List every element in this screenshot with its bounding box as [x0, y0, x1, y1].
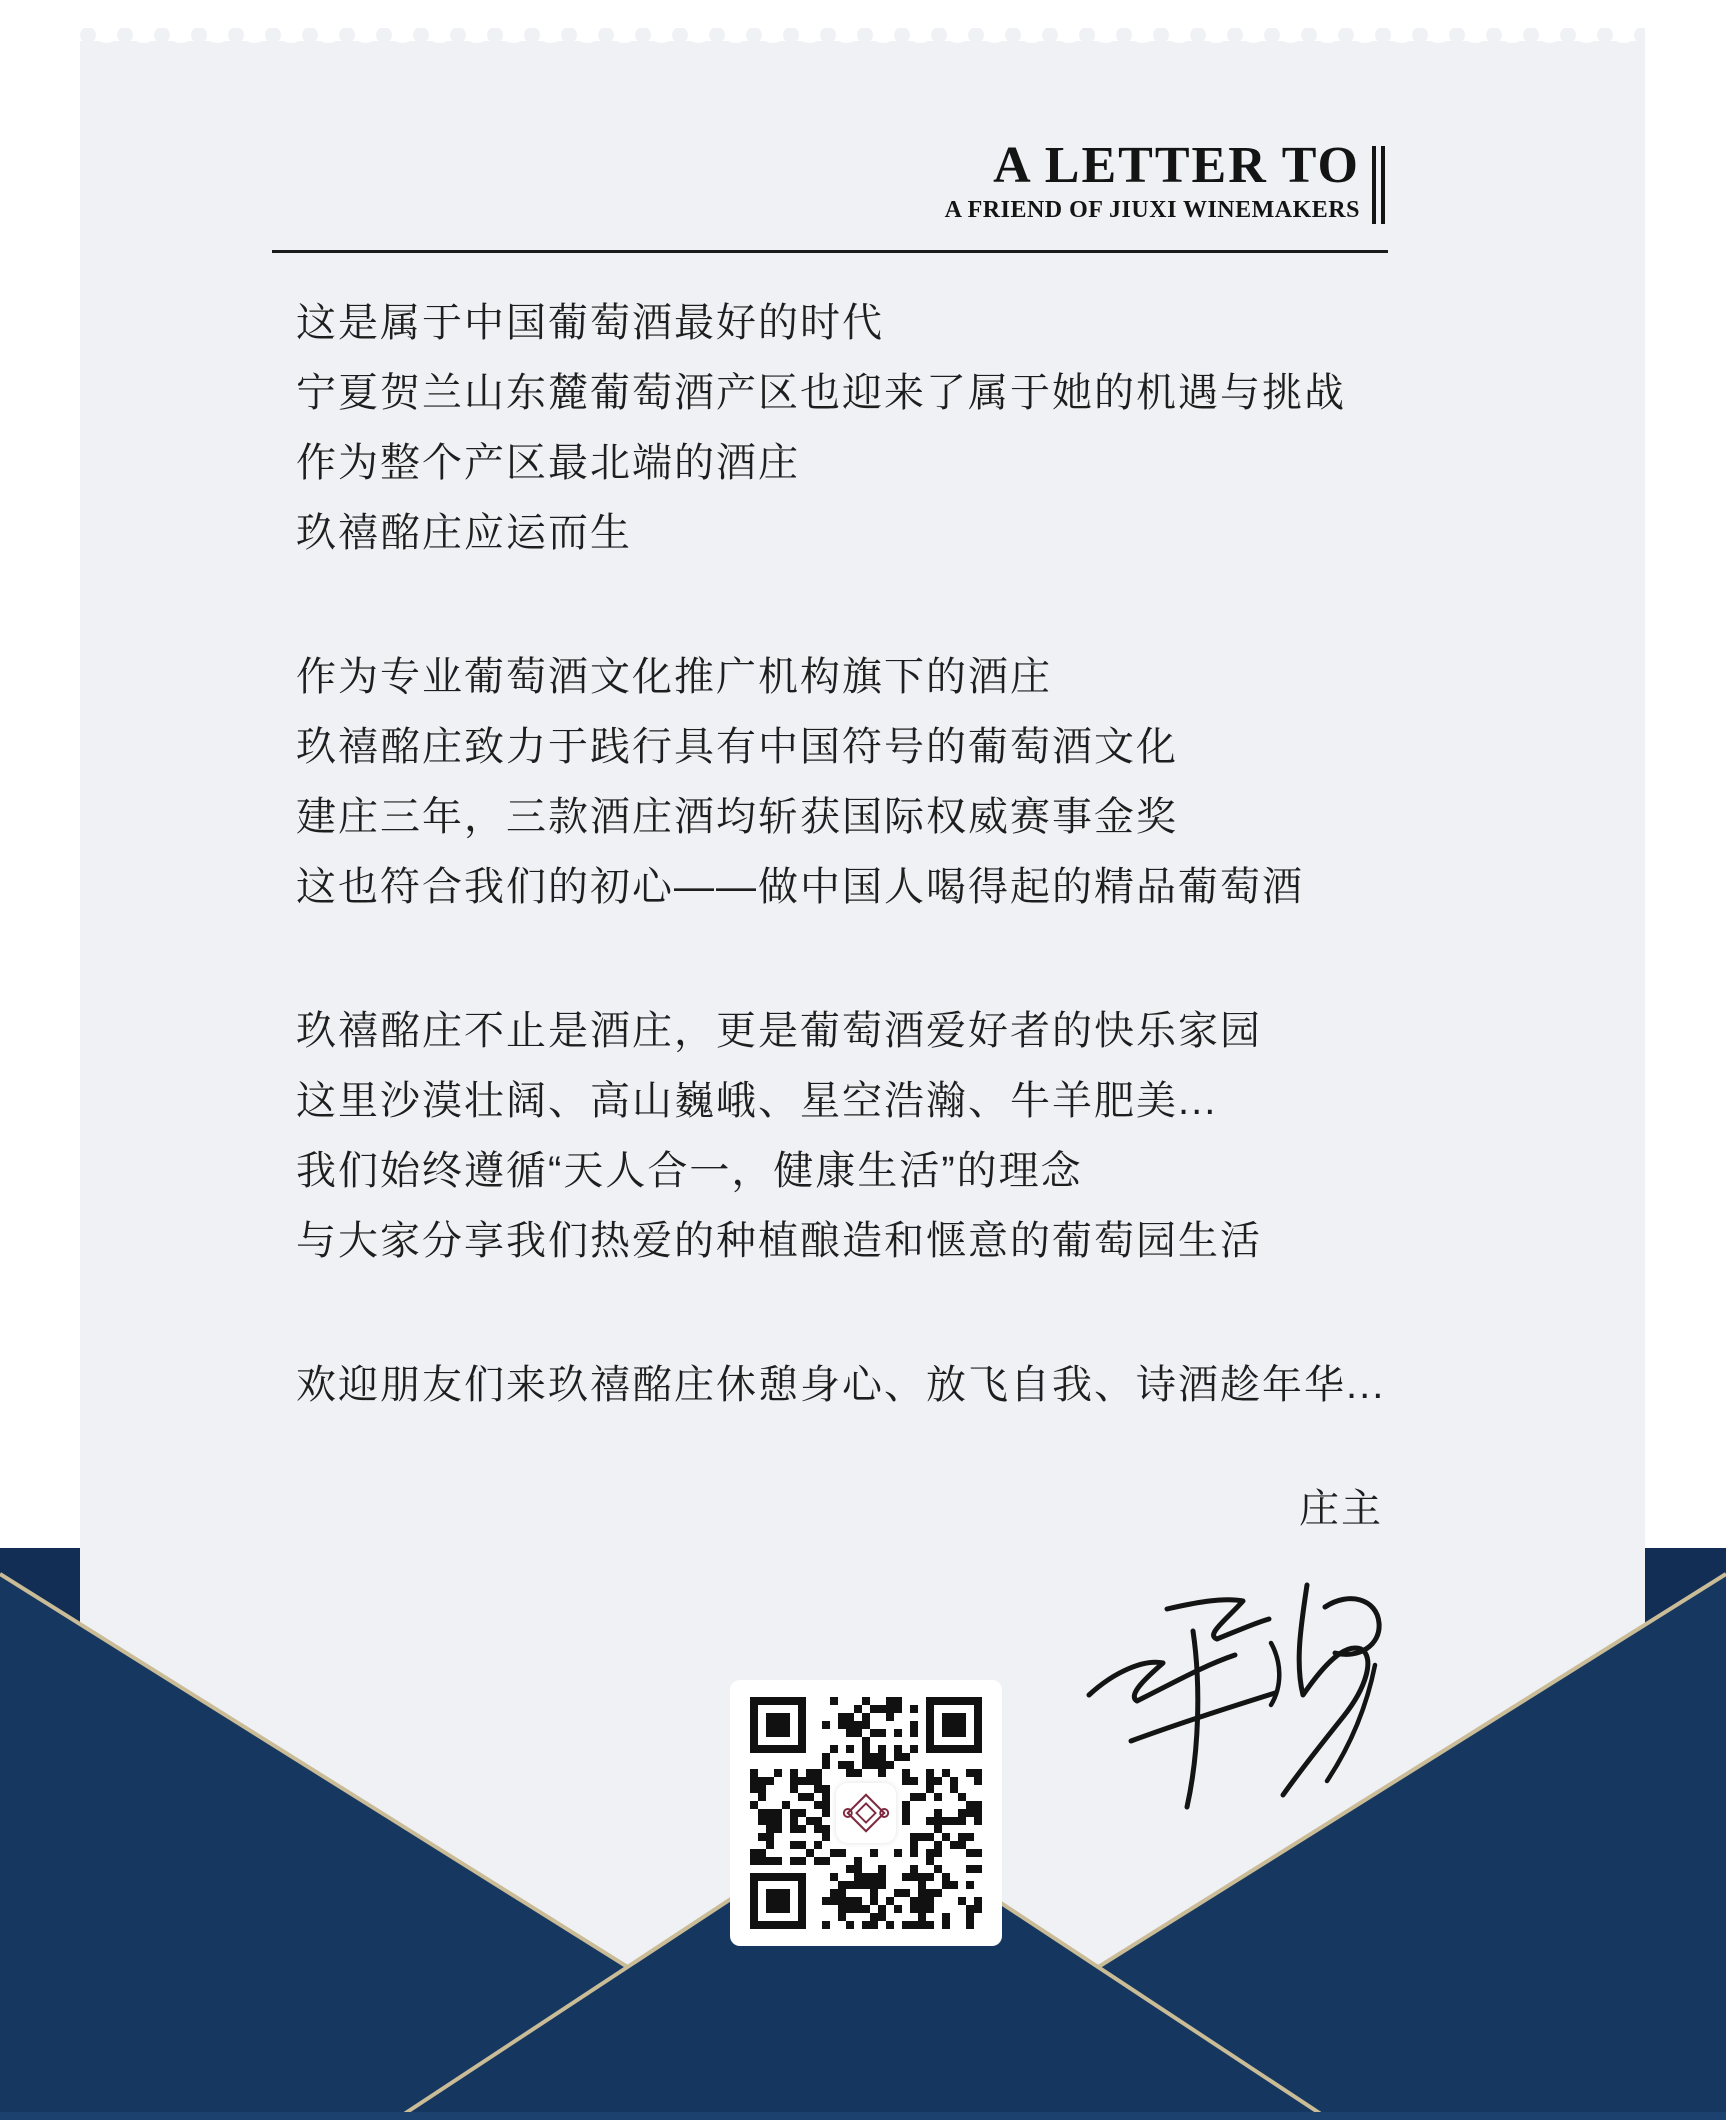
- header-divider-line: [272, 250, 1388, 253]
- signoff-role-label: 庄主: [1299, 1487, 1383, 1531]
- double-bar-icon: [1372, 146, 1388, 224]
- header-subtitle: A FRIEND OF JIUXI WINEMAKERS: [944, 197, 1360, 223]
- letter-body: [296, 288, 1476, 1420]
- diamond-knot-logo-icon: [840, 1787, 892, 1839]
- paragraph-4: 欢迎朋友们来玖禧酩庄休憩身心、放飞自我、诗酒趁年华...: [296, 1363, 1386, 1407]
- qr-center-logo: [836, 1783, 896, 1843]
- header-title: A LETTER TO: [993, 137, 1360, 194]
- paragraph-1: 这是属于中国葡萄酒最好的时代 宁夏贺兰山东麓葡萄酒产区也迎来了属于她的机遇与挑战 作为整个产区最北端的酒庄 玖禧酩庄应运而生: [296, 301, 1346, 555]
- qr-code-panel: [730, 1680, 1002, 1946]
- paragraph-2: 作为专业葡萄酒文化推广机构旗下的酒庄 玖禧酩庄致力于践行具有中国符号的葡萄酒文化 建庄三年，三款酒庄酒均斩获国际权威赛事金奖 这也符合我们的初心——做中国人喝得起的精品葡萄酒: [296, 655, 1304, 909]
- paragraph-3: 玖禧酩庄不止是酒庄，更是葡萄酒爱好者的快乐家园 这里沙漠壮阔、高山巍峨、星空浩瀚、牛羊肥美... 我们始终遵循“天人合一，健康生活”的理念 与大家分享我们热爱的种植酿造和惬意的葡萄园生活: [296, 1009, 1262, 1263]
- bottom-strip: [0, 2112, 1726, 2120]
- paper-scalloped-edge: [80, 28, 1645, 46]
